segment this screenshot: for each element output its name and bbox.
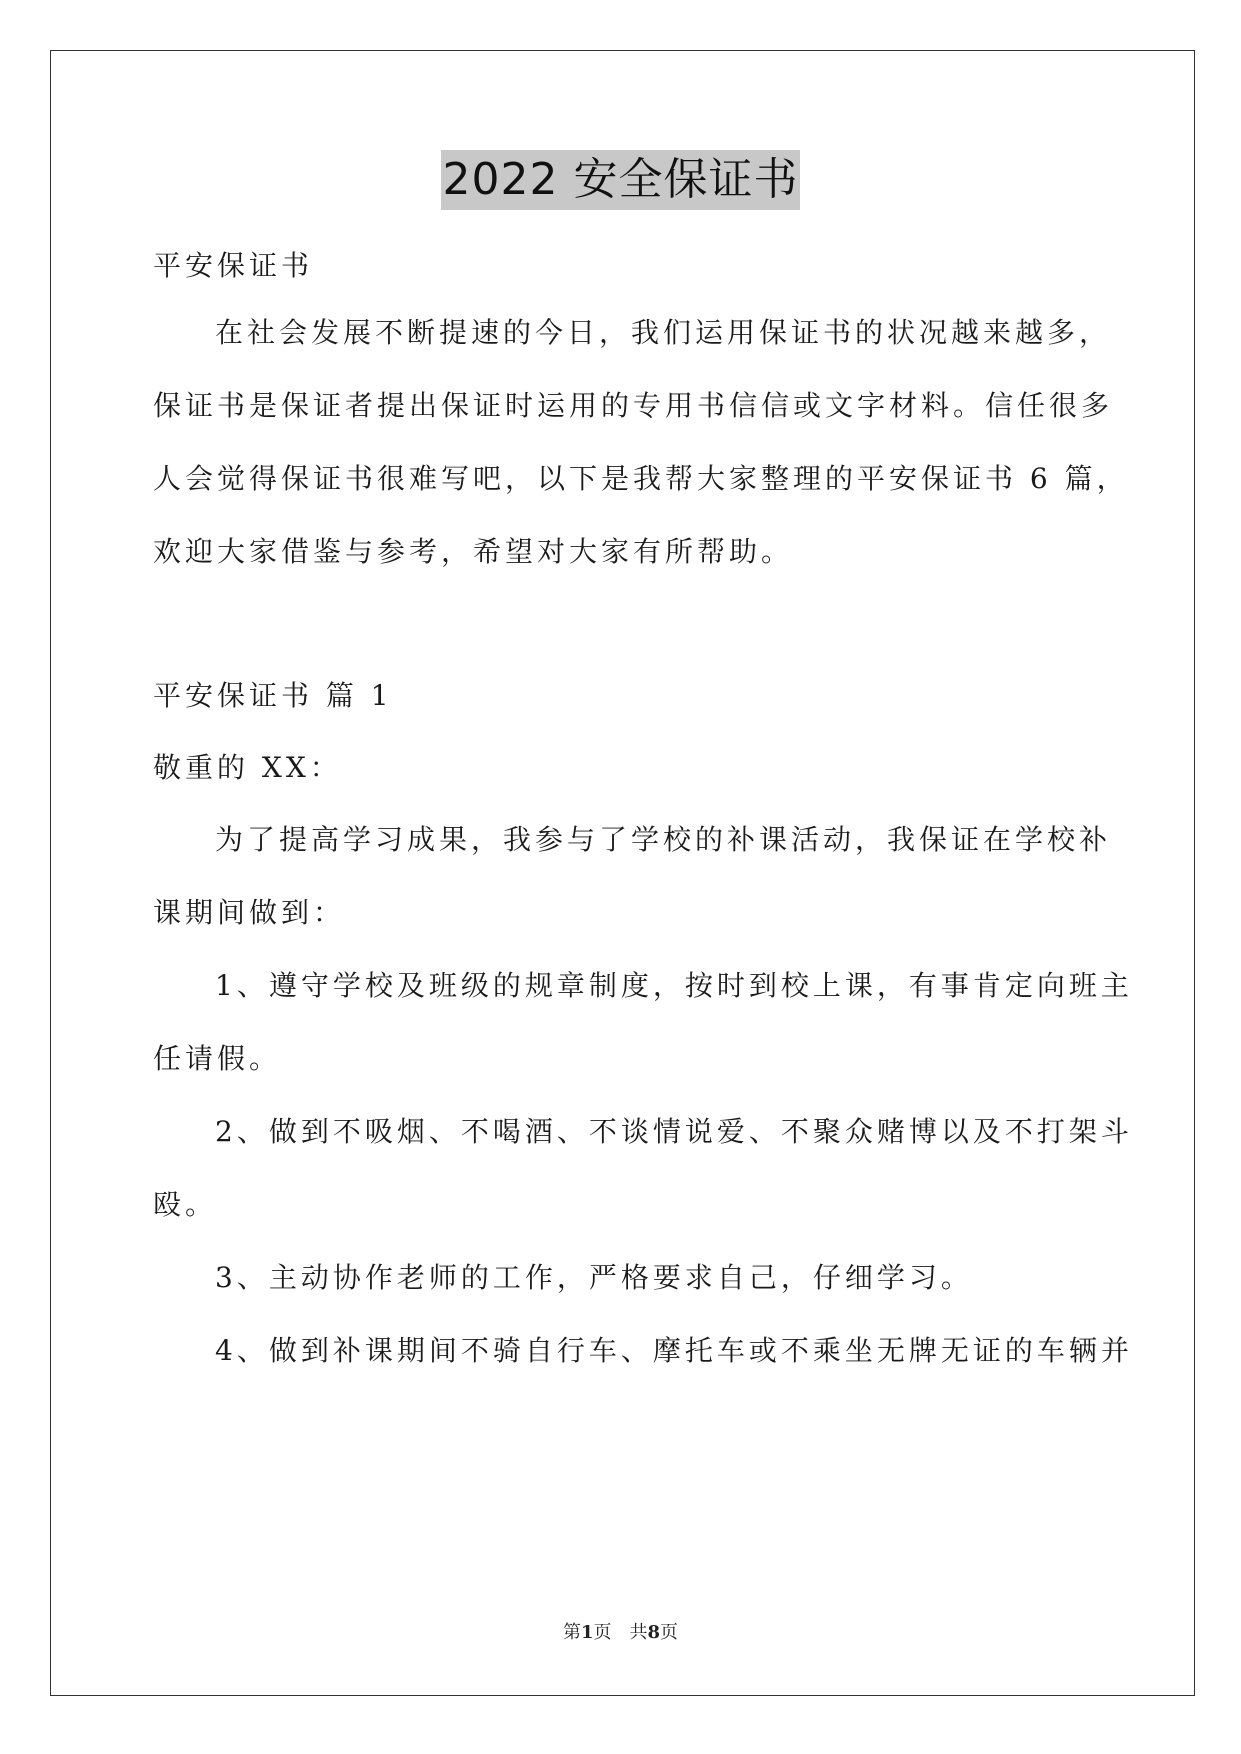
title-container [0, 150, 1241, 210]
footer-prefix: 第 [562, 1622, 581, 1643]
body-line-8: 4、做到补课期间不骑自行车、摩托车或不乘坐无牌无证的车辆并 [215, 1334, 1133, 1367]
document-heading: 平安保证书 [153, 249, 314, 282]
document-title: 2022 安全保证书 [441, 150, 801, 210]
footer-current-page: 1 [580, 1622, 594, 1643]
body-line-3: 1、遵守学校及班级的规章制度，按时到校上课，有事肯定向班主 [215, 969, 1133, 1002]
footer-mid: 页 共 [593, 1622, 648, 1643]
intro-line-1: 在社会发展不断提速的今日，我们运用保证书的状况越来越多， [215, 316, 1112, 349]
page-border [50, 50, 1195, 1696]
section-heading: 平安保证书 篇 1 [153, 679, 393, 712]
intro-line-2: 保证书是保证者提出保证时运用的专用书信信或文字材料。信任很多 [153, 389, 1114, 422]
footer-suffix: 页 [660, 1622, 679, 1643]
page-footer [0, 1618, 1241, 1644]
salutation: 敬重的 XX： [153, 751, 342, 784]
body-line-5: 2、做到不吸烟、不喝酒、不谈情说爱、不聚众赌博以及不打架斗 [215, 1115, 1133, 1148]
intro-line-3: 人会觉得保证书很难写吧，以下是我帮大家整理的平安保证书 6 篇， [153, 462, 1129, 495]
body-line-7: 3、主动协作老师的工作，严格要求自己，仔细学习。 [215, 1261, 973, 1294]
footer-total-pages: 8 [647, 1622, 661, 1643]
body-line-4: 任请假。 [153, 1042, 282, 1075]
body-line-6: 殴。 [153, 1188, 218, 1221]
intro-line-4: 欢迎大家借鉴与参考，希望对大家有所帮助。 [153, 535, 794, 568]
body-line-1: 为了提高学习成果，我参与了学校的补课活动，我保证在学校补 [215, 823, 1112, 856]
body-line-2: 课期间做到： [153, 896, 346, 929]
